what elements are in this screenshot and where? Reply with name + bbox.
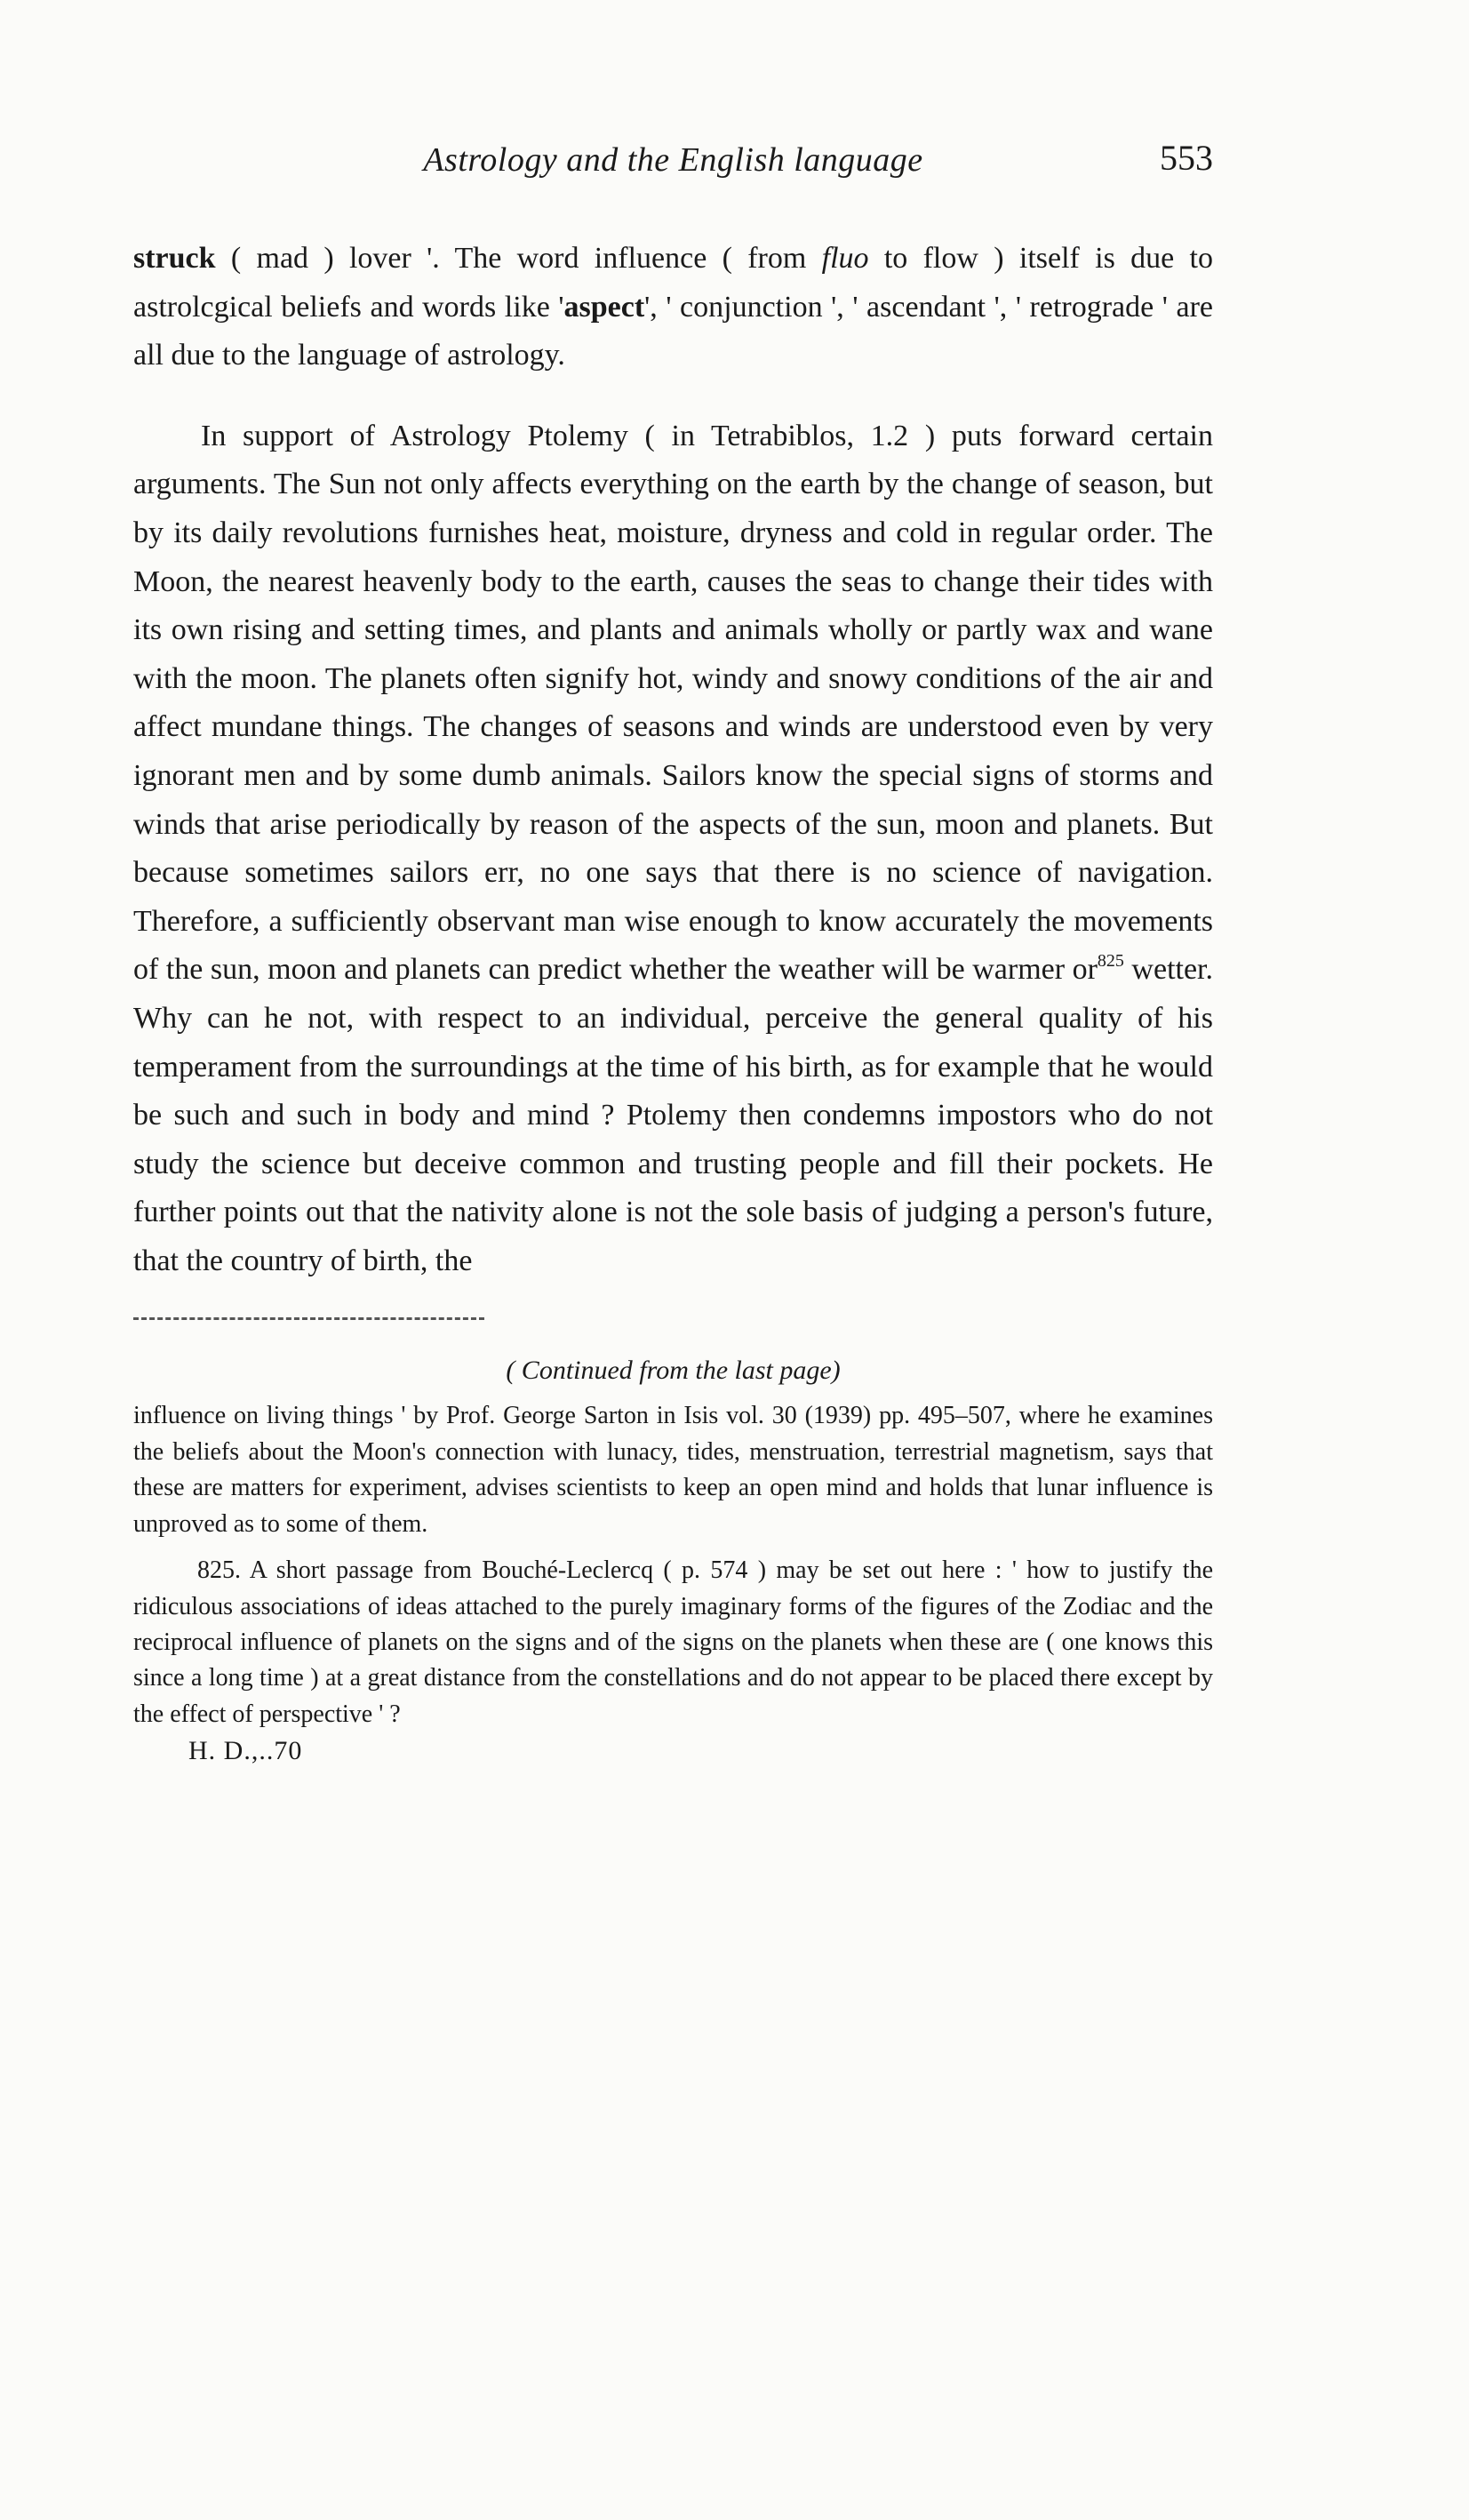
main-text	[133, 235, 1213, 1285]
paragraph-1	[133, 235, 1213, 380]
word-aspect: aspect	[563, 290, 645, 324]
signature-mark: H. D.,..70	[188, 1736, 303, 1766]
footnote-825: 825. A short passage from Bouché-Leclercq ( p. 574 ) may be set out here : ' how to justify the ridiculous associations of ideas attached to the purely imaginary forms of the figures of the Zodiac and the reciprocal influence of planets on the signs and of the signs on the planets when these are ( one knows this since a long time ) at a great distance from the constellations and do not appear to be placed there except by the effect of perspective ' ?	[133, 1556, 1213, 1728]
footnote-continued: influence on living things ' by Prof. George Sarton in Isis vol. 30 (1939) pp. 495–507, where he examines the beliefs about the Moon's connection with lunacy, tides, menstruation, terrestrial magnetism, says that these are matters for experiment, advises scientists to keep an open mind and holds that lunar influence is unproved as to some of them.	[133, 1402, 1213, 1538]
running-title: Astrology and the English language	[423, 141, 923, 179]
paragraph-2	[133, 412, 1213, 1286]
word-struck: struck	[133, 242, 216, 275]
page-number: 553	[1160, 138, 1213, 178]
continued-note: ( Continued from the last page)	[506, 1356, 841, 1386]
paragraph-2-text-a: In support of Astrology Ptolemy ( in Tetrabiblos, 1.2 ) puts forward certain arguments. The Sun not only affects everything on the earth by the change of season, but by its daily revolutions furnishes heat, moisture, dryness and cold in regular order. The Moon, the nearest heavenly body to the earth, causes the seas to change their tides with its own rising and setting times, and plants and animals wholly or partly wax and wane with the moon. The planets often signify hot, windy and snowy conditions of the air and affect mundane things. The changes of seasons and winds are understood even by very ignorant men and by some dumb animals. Sailors know the special signs of storms and winds that arise periodically by reason of the aspects of the sun, moon and planets. But because sometimes sailors err, no one says that there is no science of navigation. Therefore, a sufficiently observant man wise enough to know accurately the movements of the sun, moon and planets can predict whether the weather will be warmer or	[133, 419, 1213, 987]
running-header	[133, 133, 1213, 196]
paragraph-1-text-a: ( mad ) lover '. The word influence ( from	[215, 242, 822, 275]
word-fluo: fluo	[821, 242, 869, 275]
paragraph-1-text-c: ', ' conjunction ', ' ascendant ', ' retrograde ' are all due to the language of astrology.	[133, 290, 1213, 372]
book-page	[133, 133, 1213, 1766]
footnotes	[133, 1398, 1213, 1732]
footnote-divider	[133, 1317, 484, 1320]
paragraph-1-text-b: to flow ) itself is due to astrolcgical beliefs and words like '	[133, 242, 1213, 324]
paragraph-2-text-b: wetter. Why can he not, with respect to an individual, perceive the general quality of his temperament from the surroundings at the time of his birth, as for example that he would be such and such in body and mind ? Ptolemy then condemns impostors who do not study the science but deceive common and trusting people and fill their pockets. He further points out that the nativity alone is not the sole basis of judging a person's future, that the country of birth, the	[133, 953, 1214, 1277]
footnote-reference-825[interactable]: 825	[1097, 951, 1124, 972]
